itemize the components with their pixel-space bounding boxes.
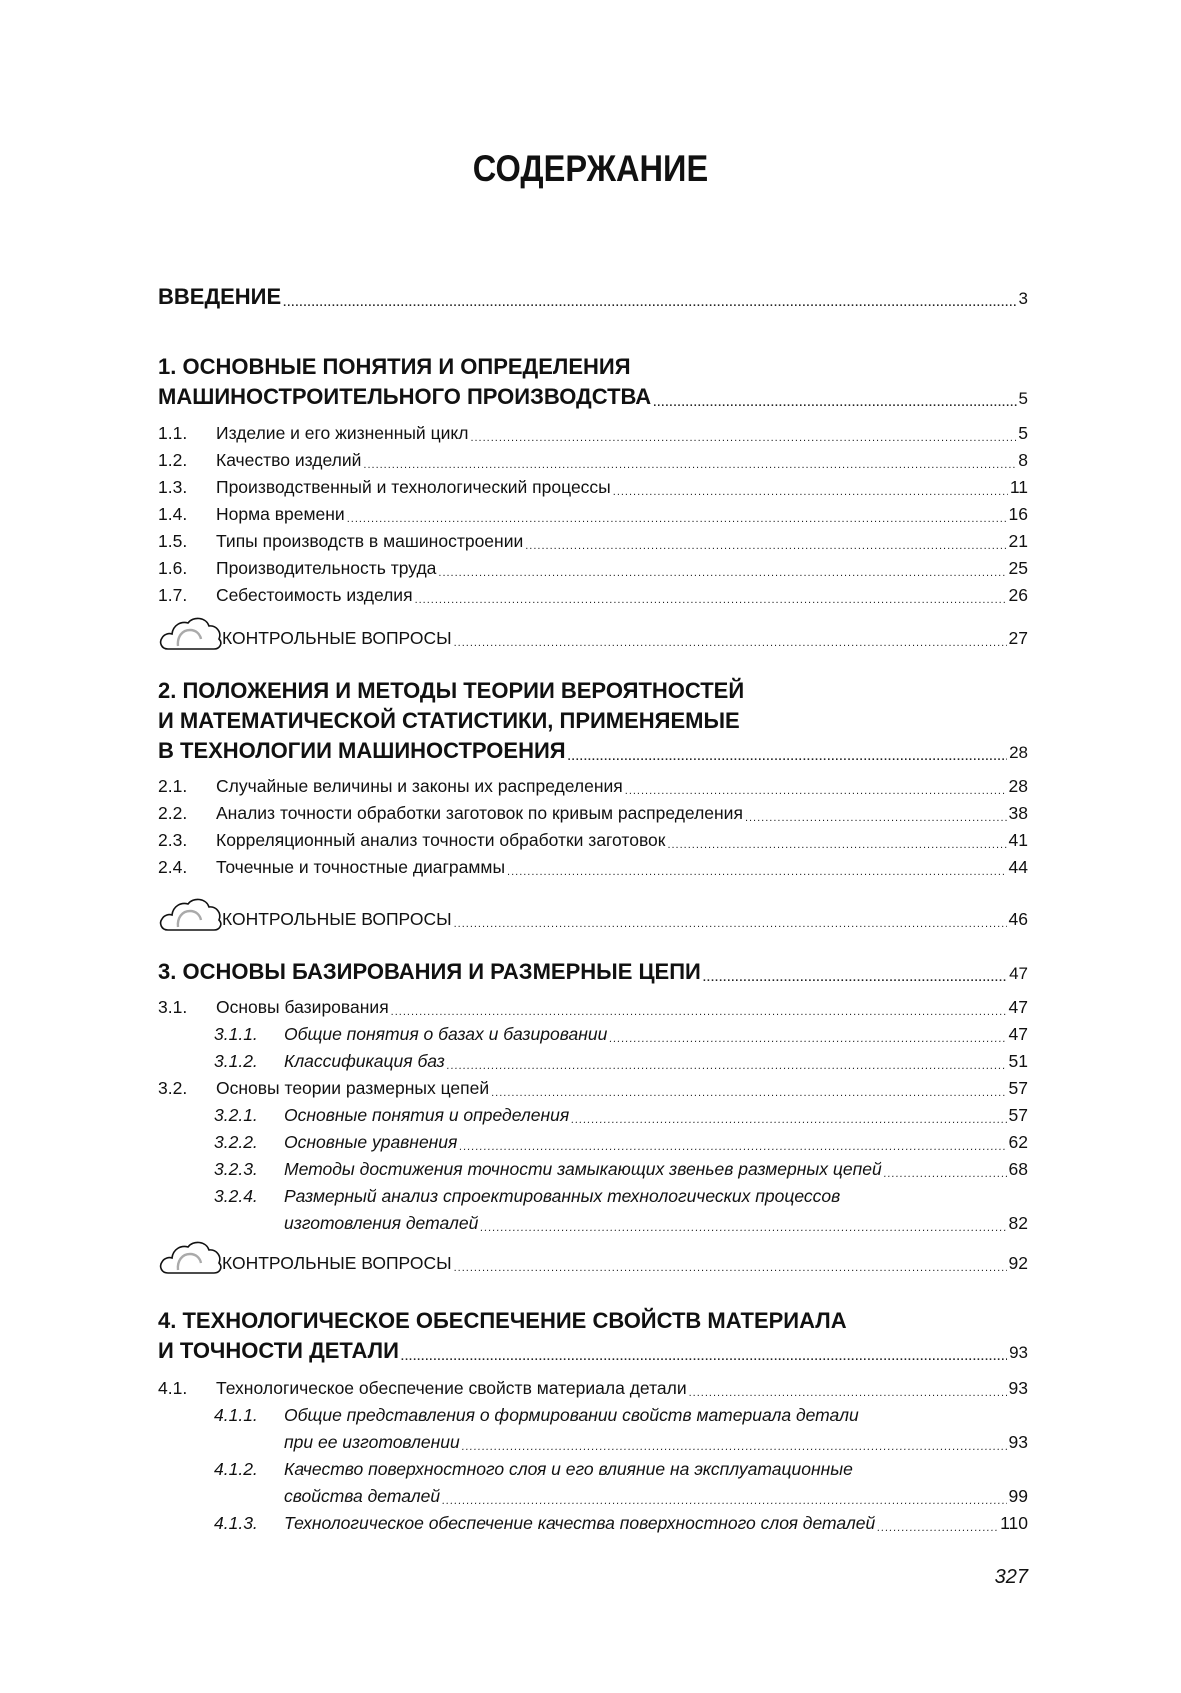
dot-leader xyxy=(283,284,1016,306)
section-title: Норма времени xyxy=(216,504,345,524)
page-number: 99 xyxy=(1008,1486,1028,1506)
page-number: 28 xyxy=(1008,776,1028,796)
dot-leader xyxy=(525,531,1006,549)
subsection-number: 3.2.4. xyxy=(214,1186,258,1206)
questions-label: КОНТРОЛЬНЫЕ ВОПРОСЫ xyxy=(222,1253,452,1273)
toc-entry-section[interactable] xyxy=(158,857,1028,879)
dot-leader xyxy=(745,803,1007,821)
dot-leader xyxy=(689,1378,1007,1396)
subsection-title: Основные уравнения xyxy=(284,1132,458,1152)
toc-entry-section[interactable] xyxy=(158,423,1028,445)
dot-leader xyxy=(609,1024,1006,1042)
dot-leader xyxy=(667,830,1006,848)
subsection-title-line-2: изготовления деталей xyxy=(284,1213,479,1233)
toc-entry-control-questions[interactable] xyxy=(158,1253,1028,1275)
toc-entry-subsection[interactable] xyxy=(158,1024,1028,1046)
toc-entry-subsection-continuation[interactable] xyxy=(158,1213,1028,1235)
section-number: 1.6. xyxy=(158,558,188,578)
toc-entry-control-questions[interactable] xyxy=(158,909,1028,931)
dot-leader xyxy=(347,504,1007,522)
page-number: 41 xyxy=(1008,830,1028,850)
toc-entry-subsection[interactable] xyxy=(158,1513,1028,1535)
toc-entry-subsection-continuation[interactable] xyxy=(158,1486,1028,1508)
page-number: 68 xyxy=(1008,1159,1028,1179)
section-title: Основы теории размерных цепей xyxy=(216,1078,490,1098)
toc-entry-chapter-4[interactable] xyxy=(158,1338,1028,1364)
section-number: 2.2. xyxy=(158,803,188,823)
dot-leader xyxy=(653,384,1016,406)
page-number: 57 xyxy=(1008,1078,1028,1098)
chapter-3-title: 3. ОСНОВЫ БАЗИРОВАНИЯ И РАЗМЕРНЫЕ ЦЕПИ xyxy=(158,959,701,984)
section-title: Производственный и технологический процессы xyxy=(216,477,611,497)
subsection-title: Методы достижения точности замыкающих звеньев размерных цепей xyxy=(284,1159,882,1179)
subsection-number: 4.1.3. xyxy=(214,1513,258,1533)
toc-entry-section[interactable] xyxy=(158,558,1028,580)
dot-leader xyxy=(877,1513,998,1531)
toc-entry-subsection[interactable] xyxy=(158,1459,1028,1481)
toc-entry-subsection[interactable] xyxy=(158,1405,1028,1427)
chapter-4-title-line-2: И ТОЧНОСТИ ДЕТАЛИ xyxy=(158,1338,399,1363)
dot-leader xyxy=(415,585,1007,603)
page-title: СОДЕРЖАНИЕ xyxy=(472,148,709,189)
questions-label: КОНТРОЛЬНЫЕ ВОПРОСЫ xyxy=(222,628,452,648)
section-number: 3.1. xyxy=(158,997,188,1017)
dot-leader xyxy=(401,1338,1007,1360)
dot-leader xyxy=(613,477,1008,495)
dot-leader xyxy=(454,909,1007,927)
chapter-2-title-line-2: И МАТЕМАТИЧЕСКОЙ СТАТИСТИКИ, ПРИМЕНЯЕМЫЕ xyxy=(158,708,740,733)
toc-entry-control-questions[interactable] xyxy=(158,628,1028,650)
section-number: 1.4. xyxy=(158,504,188,524)
dot-leader xyxy=(454,1253,1007,1271)
toc-entry-section[interactable] xyxy=(158,531,1028,553)
dot-leader xyxy=(491,1078,1006,1096)
subsection-title-line-2: при ее изготовлении xyxy=(284,1432,460,1452)
toc-entry-section[interactable] xyxy=(158,504,1028,526)
chapter-1-title-line-1: 1. ОСНОВНЫЕ ПОНЯТИЯ И ОПРЕДЕЛЕНИЯ xyxy=(158,354,631,379)
page-number: 110 xyxy=(1000,1513,1028,1533)
toc-entry-section[interactable] xyxy=(158,1078,1028,1100)
subsection-title: Технологическое обеспечение качества поверхностного слоя деталей xyxy=(284,1513,876,1533)
toc-entry-intro[interactable] xyxy=(158,284,1028,310)
page-number: 92 xyxy=(1008,1253,1028,1273)
page-number: 46 xyxy=(1008,909,1028,929)
dot-leader xyxy=(884,1159,1007,1177)
toc-entry-section[interactable] xyxy=(158,1378,1028,1400)
section-title: Производительность труда xyxy=(216,558,437,578)
section-title: Корреляционный анализ точности обработки заготовок xyxy=(216,830,666,850)
questions-label: КОНТРОЛЬНЫЕ ВОПРОСЫ xyxy=(222,909,452,929)
toc-entry-subsection[interactable] xyxy=(158,1186,1028,1208)
page-number: 57 xyxy=(1008,1105,1028,1125)
dot-leader xyxy=(438,558,1006,576)
dot-leader xyxy=(625,776,1007,794)
page-number: 93 xyxy=(1008,1378,1028,1398)
page-folio-number: 327 xyxy=(994,1566,1028,1588)
toc-entry-chapter-1[interactable] xyxy=(158,384,1028,410)
subsection-number: 4.1.1. xyxy=(214,1405,258,1425)
toc-entry-section[interactable] xyxy=(158,997,1028,1019)
page-number: 47 xyxy=(1009,964,1028,983)
toc-entry-section[interactable] xyxy=(158,477,1028,499)
subsection-number: 3.2.2. xyxy=(214,1132,258,1152)
section-number: 1.3. xyxy=(158,477,188,497)
dot-leader xyxy=(571,1105,1006,1123)
section-number: 2.3. xyxy=(158,830,188,850)
entry-title: ВВЕДЕНИЕ xyxy=(158,284,282,309)
subsection-number: 4.1.2. xyxy=(214,1459,258,1479)
section-number: 1.2. xyxy=(158,450,188,470)
subsection-title-line-2: свойства деталей xyxy=(284,1486,441,1506)
page-number: 28 xyxy=(1009,743,1028,762)
subsection-title-line-1: Размерный анализ спроектированных технологических процессов xyxy=(284,1186,841,1206)
page-number: 3 xyxy=(1018,289,1028,308)
dot-leader xyxy=(459,1132,1006,1150)
chapter-4-title-line-1: 4. ТЕХНОЛОГИЧЕСКОЕ ОБЕСПЕЧЕНИЕ СВОЙСТВ МАТЕРИАЛА xyxy=(158,1308,847,1333)
toc-entry-section[interactable] xyxy=(158,776,1028,798)
subsection-number: 3.2.1. xyxy=(214,1105,258,1125)
subsection-number: 3.1.2. xyxy=(214,1051,258,1071)
dot-leader xyxy=(462,1432,1007,1450)
page-number: 62 xyxy=(1008,1132,1028,1152)
dot-leader xyxy=(442,1486,1006,1504)
page-number: 93 xyxy=(1009,1343,1028,1362)
section-title: Себестоимость изделия xyxy=(216,585,413,605)
page-number: 44 xyxy=(1008,857,1028,877)
subsection-number: 3.1.1. xyxy=(214,1024,258,1044)
page-number: 25 xyxy=(1008,558,1028,578)
dot-leader xyxy=(703,959,1007,981)
section-number: 1.5. xyxy=(158,531,188,551)
subsection-title: Классификация баз xyxy=(284,1051,445,1071)
dot-leader xyxy=(454,628,1007,646)
page-number: 26 xyxy=(1008,585,1028,605)
section-title: Случайные величины и законы их распределения xyxy=(216,776,623,796)
subsection-title-line-1: Качество поверхностного слоя и его влияние на эксплуатационные xyxy=(284,1459,853,1479)
toc-entry-subsection-continuation[interactable] xyxy=(158,1432,1028,1454)
page-number: 47 xyxy=(1008,1024,1028,1044)
section-number: 3.2. xyxy=(158,1078,188,1098)
toc-entry-chapter-3[interactable] xyxy=(158,959,1028,985)
section-title: Изделие и его жизненный цикл xyxy=(216,423,469,443)
subsection-title: Основные понятия и определения xyxy=(284,1105,570,1125)
subsection-number: 3.2.3. xyxy=(214,1159,258,1179)
dot-leader xyxy=(480,1213,1006,1231)
section-number: 2.1. xyxy=(158,776,188,796)
chapter-1-title-line-2: МАШИНОСТРОИТЕЛЬНОГО ПРОИЗВОДСТВА xyxy=(158,384,652,409)
section-title: Типы производств в машиностроении xyxy=(216,531,524,551)
toc-entry-chapter-2[interactable] xyxy=(158,738,1028,764)
page-number: 21 xyxy=(1008,531,1028,551)
toc-entry-section[interactable] xyxy=(158,450,1028,472)
page-number: 82 xyxy=(1008,1213,1028,1233)
section-number: 1.1. xyxy=(158,423,188,443)
page-number: 16 xyxy=(1008,504,1028,524)
page-number: 5 xyxy=(1018,389,1028,408)
toc-entry-subsection[interactable] xyxy=(158,1105,1028,1127)
toc-entry-section[interactable] xyxy=(158,803,1028,825)
section-title: Качество изделий xyxy=(216,450,362,470)
page-number: 27 xyxy=(1008,628,1028,648)
dot-leader xyxy=(470,423,1016,441)
chapter-2-title-line-3: В ТЕХНОЛОГИИ МАШИНОСТРОЕНИЯ xyxy=(158,738,566,763)
subsection-title-line-1: Общие представления о формировании свойств материала детали xyxy=(284,1405,859,1425)
subsection-title: Общие понятия о базах и базировании xyxy=(284,1024,608,1044)
page-number: 8 xyxy=(1018,450,1028,470)
toc-entry-subsection[interactable] xyxy=(158,1051,1028,1073)
dot-leader xyxy=(447,1051,1007,1069)
section-number: 1.7. xyxy=(158,585,188,605)
chapter-2-title-line-1: 2. ПОЛОЖЕНИЯ И МЕТОДЫ ТЕОРИИ ВЕРОЯТНОСТЕЙ xyxy=(158,678,745,703)
page-number: 5 xyxy=(1018,423,1028,443)
dot-leader xyxy=(568,738,1007,760)
page-number: 11 xyxy=(1009,477,1028,497)
section-title: Анализ точности обработки заготовок по кривым распределения xyxy=(216,803,743,823)
dot-leader xyxy=(391,997,1007,1015)
toc-entry-subsection[interactable] xyxy=(158,1159,1028,1181)
page-number: 38 xyxy=(1008,803,1028,823)
page-number: 47 xyxy=(1008,997,1028,1017)
section-title: Точечные и точностные диаграммы xyxy=(216,857,506,877)
toc-entry-subsection[interactable] xyxy=(158,1132,1028,1154)
section-number: 4.1. xyxy=(158,1378,188,1398)
page-number: 93 xyxy=(1008,1432,1028,1452)
section-title: Технологическое обеспечение свойств материала детали xyxy=(216,1378,687,1398)
section-title: Основы базирования xyxy=(216,997,389,1017)
toc-entry-section[interactable] xyxy=(158,585,1028,607)
section-number: 2.4. xyxy=(158,857,188,877)
dot-leader xyxy=(363,450,1016,468)
toc-entry-section[interactable] xyxy=(158,830,1028,852)
page-number: 51 xyxy=(1008,1051,1028,1071)
dot-leader xyxy=(507,857,1007,875)
